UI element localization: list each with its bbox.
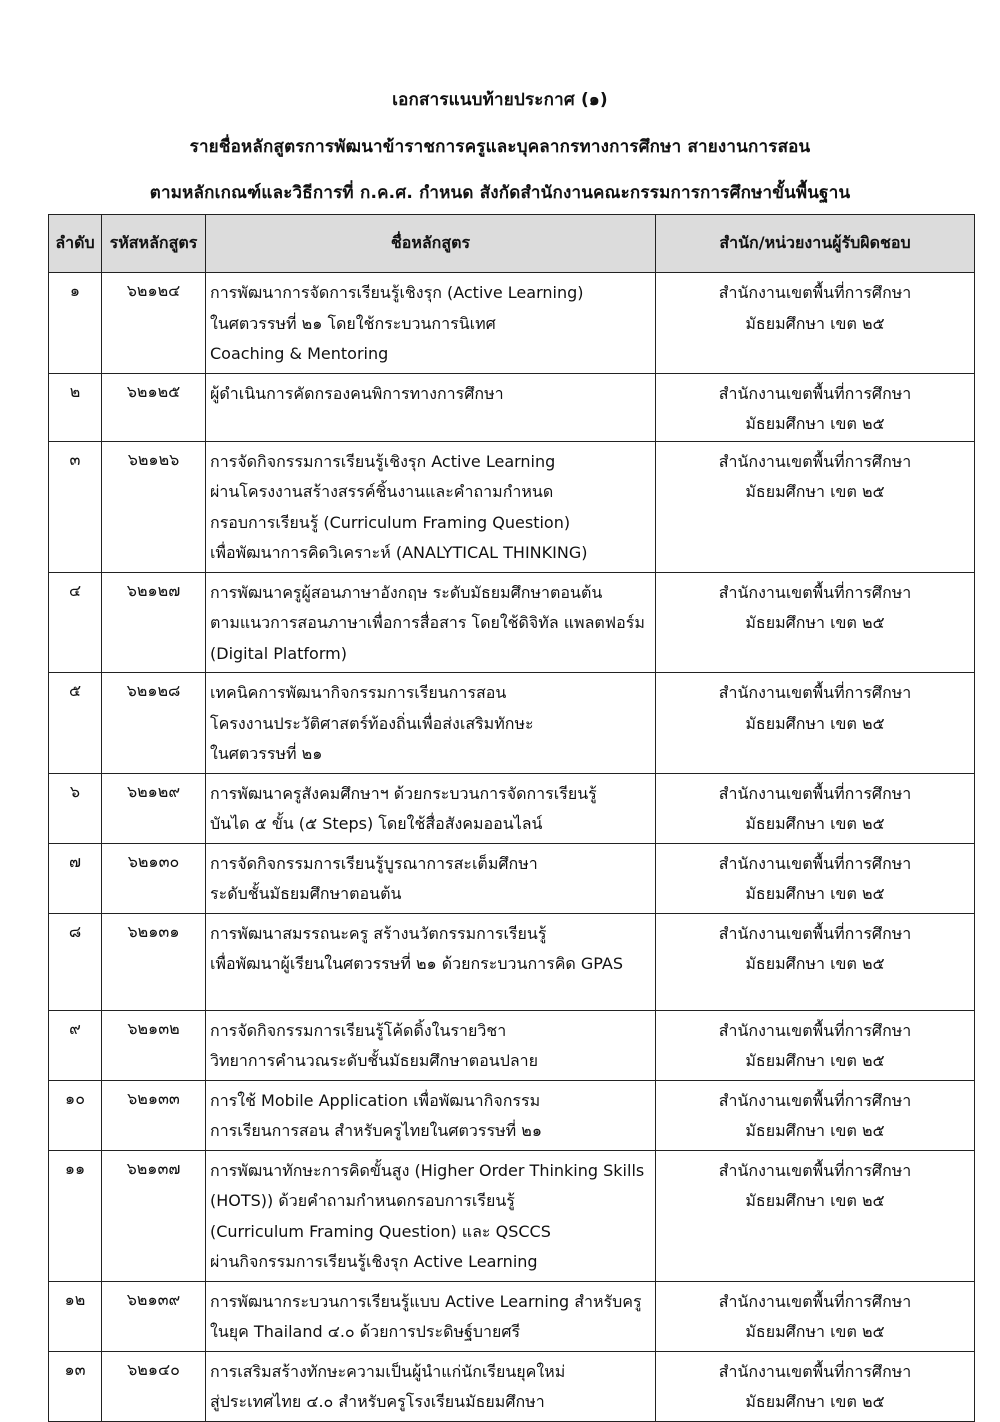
- office-line: มัธยมศึกษา เขต ๒๕: [745, 1322, 885, 1341]
- course-code: ๖๒๑๒๘: [102, 673, 206, 774]
- course-name-line: การพัฒนากระบวนการเรียนรู้แบบ Active Learning สำหรับครู: [210, 1291, 642, 1311]
- course-code: ๖๒๑๓๑: [102, 913, 206, 1010]
- office-line: สำนักงานเขตพื้นที่การศึกษา: [718, 923, 912, 943]
- course-name: [206, 373, 656, 441]
- responsible-office: [656, 773, 975, 843]
- office-line: สำนักงานเขตพื้นที่การศึกษา: [718, 1160, 912, 1180]
- course-name-line: การเสริมสร้างทักษะความเป็นผู้นำแก่นักเรียนยุคใหม่: [210, 1361, 566, 1381]
- responsible-office: [656, 441, 975, 572]
- responsible-office: [656, 1150, 975, 1281]
- row-number: ๑๑: [49, 1150, 102, 1281]
- course-name: [206, 673, 656, 774]
- responsible-office: [656, 1281, 975, 1351]
- row-number: ๒: [49, 373, 102, 441]
- course-name-line: ในศตวรรษที่ ๒๑: [210, 744, 323, 763]
- office-line: มัธยมศึกษา เขต ๒๕: [745, 884, 885, 903]
- office-line: สำนักงานเขตพื้นที่การศึกษา: [718, 1090, 912, 1110]
- row-number: ๗: [49, 843, 102, 913]
- table-header-row: [49, 215, 975, 273]
- table-row: [49, 572, 975, 673]
- row-number: ๖: [49, 773, 102, 843]
- course-name-line: การพัฒนาการจัดการเรียนรู้เชิงรุก (Active Learning): [210, 283, 584, 302]
- office-line: สำนักงานเขตพื้นที่การศึกษา: [718, 783, 912, 803]
- header-name: ชื่อหลักสูตร: [206, 215, 656, 273]
- course-name-line: การพัฒนาทักษะการคิดขั้นสูง (Higher Order Thinking Skills: [210, 1160, 645, 1180]
- course-name-line: การจัดกิจกรรมการเรียนรู้บูรณาการสะเต็มศึกษา: [210, 853, 538, 873]
- course-code: ๖๒๑๒๙: [102, 773, 206, 843]
- table-body: [49, 273, 975, 1422]
- table-row: [49, 273, 975, 374]
- course-code: ๖๒๑๓๐: [102, 843, 206, 913]
- office-line: สำนักงานเขตพื้นที่การศึกษา: [718, 451, 912, 471]
- course-name-line: โครงงานประวัติศาสตร์ท้องถิ่นเพื่อส่งเสริมทักษะ: [210, 713, 534, 733]
- header-office: สำนัก/หน่วยงานผู้รับผิดชอบ: [656, 215, 975, 273]
- row-number: ๓: [49, 441, 102, 572]
- course-name-line: ในศตวรรษที่ ๒๑ โดยใช้กระบวนการนิเทศ: [210, 313, 496, 333]
- office-line: มัธยมศึกษา เขต ๒๕: [745, 313, 885, 333]
- responsible-office: [656, 1010, 975, 1080]
- responsible-office: [656, 273, 975, 374]
- office-line: สำนักงานเขตพื้นที่การศึกษา: [718, 283, 912, 302]
- course-name-line: การเรียนการสอน สำหรับครูไทยในศตวรรษที่ ๒๑: [210, 1121, 542, 1140]
- table-row: [49, 773, 975, 843]
- office-line: สำนักงานเขตพื้นที่การศึกษา: [718, 1020, 912, 1040]
- row-number: ๙: [49, 1010, 102, 1080]
- responsible-office: [656, 1351, 975, 1421]
- course-name-line: การจัดกิจกรรมการเรียนรู้เชิงรุก Active Learning: [210, 451, 556, 471]
- office-line: สำนักงานเขตพื้นที่การศึกษา: [718, 383, 912, 403]
- office-line: มัธยมศึกษา เขต ๒๕: [745, 713, 885, 733]
- row-number: ๘: [49, 913, 102, 1010]
- course-name-line: การพัฒนาครูสังคมศึกษาฯ ด้วยกระบวนการจัดการเรียนรู้: [210, 783, 597, 803]
- office-line: สำนักงานเขตพื้นที่การศึกษา: [718, 582, 912, 602]
- course-name: [206, 1010, 656, 1080]
- course-name-line: ในยุค Thailand ๔.๐ ด้วยการประดิษฐ์บายศรี: [210, 1322, 521, 1341]
- course-name-line: การพัฒนาสมรรถนะครู สร้างนวัตกรรมการเรียนรู้: [210, 923, 547, 943]
- header-code: รหัสหลักสูตร: [102, 215, 206, 273]
- course-name-line: ระดับชั้นมัธยมศึกษาตอนต้น: [210, 884, 402, 903]
- office-line: มัธยมศึกษา เขต ๒๕: [745, 814, 885, 833]
- course-code: ๖๒๑๒๕: [102, 373, 206, 441]
- responsible-office: [656, 843, 975, 913]
- course-name: [206, 441, 656, 572]
- course-name-line: วิทยาการคำนวณระดับชั้นมัธยมศึกษาตอนปลาย: [210, 1051, 539, 1070]
- course-code: ๖๒๑๓๒: [102, 1010, 206, 1080]
- course-name-line: ผ่านกิจกรรมการเรียนรู้เชิงรุก Active Learning: [210, 1252, 538, 1271]
- table-row: [49, 1080, 975, 1150]
- office-line: สำนักงานเขตพื้นที่การศึกษา: [718, 853, 912, 873]
- course-code: ๖๒๑๔๐: [102, 1351, 206, 1421]
- row-number: ๕: [49, 673, 102, 774]
- responsible-office: [656, 572, 975, 673]
- course-name-line: Coaching & Mentoring: [210, 344, 389, 363]
- table-row: [49, 441, 975, 572]
- responsible-office: [656, 373, 975, 441]
- office-line: สำนักงานเขตพื้นที่การศึกษา: [718, 683, 912, 702]
- responsible-office: [656, 673, 975, 774]
- course-code: ๖๒๑๒๖: [102, 441, 206, 572]
- course-name-line: บันได ๕ ขั้น (๕ Steps) โดยใช้สื่อสังคมออนไลน์: [210, 814, 543, 833]
- course-name-line: ผู้ดำเนินการคัดกรองคนพิการทางการศึกษา: [210, 383, 504, 403]
- course-name-line: กรอบการเรียนรู้ (Curriculum Framing Question): [210, 512, 571, 532]
- table-row: [49, 1281, 975, 1351]
- document-subtitle: รายชื่อหลักสูตรการพัฒนาข้าราชการครูและบุคลากรทางการศึกษา สายงานการสอน: [189, 137, 811, 157]
- office-line: มัธยมศึกษา เขต ๒๕: [745, 1191, 885, 1210]
- table-row: [49, 1150, 975, 1281]
- document-subtitle-2: ตามหลักเกณฑ์และวิธีการที่ ก.ค.ศ. กำหนด สังกัดสำนักงานคณะกรรมการการศึกษาขั้นพื้นฐาน: [149, 183, 851, 203]
- course-name-line: การจัดกิจกรรมการเรียนรู้โค้ดดิ้งในรายวิชา: [210, 1020, 507, 1040]
- office-line: สำนักงานเขตพื้นที่การศึกษา: [718, 1291, 912, 1311]
- office-line: มัธยมศึกษา เขต ๒๕: [745, 613, 885, 632]
- row-number: ๑๓: [49, 1351, 102, 1421]
- course-code: ๖๒๑๓๙: [102, 1281, 206, 1351]
- table-row: [49, 1010, 975, 1080]
- course-name: [206, 1150, 656, 1281]
- course-name: [206, 1281, 656, 1351]
- course-name-line: ผ่านโครงงานสร้างสรรค์ชิ้นงานและคำถามกำหนด: [210, 482, 554, 501]
- course-name-line: (Digital Platform): [210, 643, 347, 663]
- course-name: [206, 843, 656, 913]
- row-number: ๑: [49, 273, 102, 374]
- course-code: ๖๒๑๒๔: [102, 273, 206, 374]
- course-code: ๖๒๑๓๓: [102, 1080, 206, 1150]
- table-row: [49, 373, 975, 441]
- table-row: [49, 673, 975, 774]
- course-name-line: สู่ประเทศไทย ๔.๐ สำหรับครูโรงเรียนมัธยมศึกษา: [210, 1392, 545, 1411]
- row-number: ๔: [49, 572, 102, 673]
- header-no: ลำดับ: [49, 215, 102, 273]
- course-name: [206, 1351, 656, 1421]
- office-line: มัธยมศึกษา เขต ๒๕: [745, 1392, 885, 1411]
- document-title: เอกสารแนบท้ายประกาศ (๑): [392, 90, 608, 110]
- course-name: [206, 913, 656, 1010]
- table-row: [49, 1351, 975, 1421]
- course-name-line: เพื่อพัฒนาการคิดวิเคราะห์ (ANALYTICAL THINKING): [210, 543, 588, 562]
- course-name: [206, 1080, 656, 1150]
- course-table: [48, 214, 975, 1422]
- course-name-line: การใช้ Mobile Application เพื่อพัฒนากิจกรรม: [210, 1090, 541, 1110]
- responsible-office: [656, 913, 975, 1010]
- course-name-line: เพื่อพัฒนาผู้เรียนในศตวรรษที่ ๒๑ ด้วยกระบวนการคิด GPAS: [210, 954, 624, 973]
- course-name-line: การพัฒนาครูผู้สอนภาษาอังกฤษ ระดับมัธยมศึกษาตอนต้น: [210, 582, 603, 602]
- course-name-line: เทคนิคการพัฒนากิจกรรมการเรียนการสอน: [210, 683, 507, 702]
- office-line: มัธยมศึกษา เขต ๒๕: [745, 954, 885, 973]
- course-name-line: (HOTS)) ด้วยคำถามกำหนดกรอบการเรียนรู้: [210, 1191, 515, 1210]
- course-code: ๖๒๑๓๗: [102, 1150, 206, 1281]
- table-row: [49, 913, 975, 1010]
- course-name: [206, 572, 656, 673]
- course-code: ๖๒๑๒๗: [102, 572, 206, 673]
- office-line: สำนักงานเขตพื้นที่การศึกษา: [718, 1361, 912, 1381]
- row-number: ๑๒: [49, 1281, 102, 1351]
- course-name: [206, 773, 656, 843]
- office-line: มัธยมศึกษา เขต ๒๕: [745, 482, 885, 501]
- table-row: [49, 843, 975, 913]
- course-name-line: (Curriculum Framing Question) และ QSCCS: [210, 1221, 551, 1241]
- course-name-line: ตามแนวการสอนภาษาเพื่อการสื่อสาร โดยใช้ดิจิทัล แพลตฟอร์ม: [210, 613, 645, 632]
- row-number: ๑๐: [49, 1080, 102, 1150]
- course-name: [206, 273, 656, 374]
- responsible-office: [656, 1080, 975, 1150]
- office-line: มัธยมศึกษา เขต ๒๕: [745, 414, 885, 433]
- office-line: มัธยมศึกษา เขต ๒๕: [745, 1051, 885, 1070]
- office-line: มัธยมศึกษา เขต ๒๕: [745, 1121, 885, 1140]
